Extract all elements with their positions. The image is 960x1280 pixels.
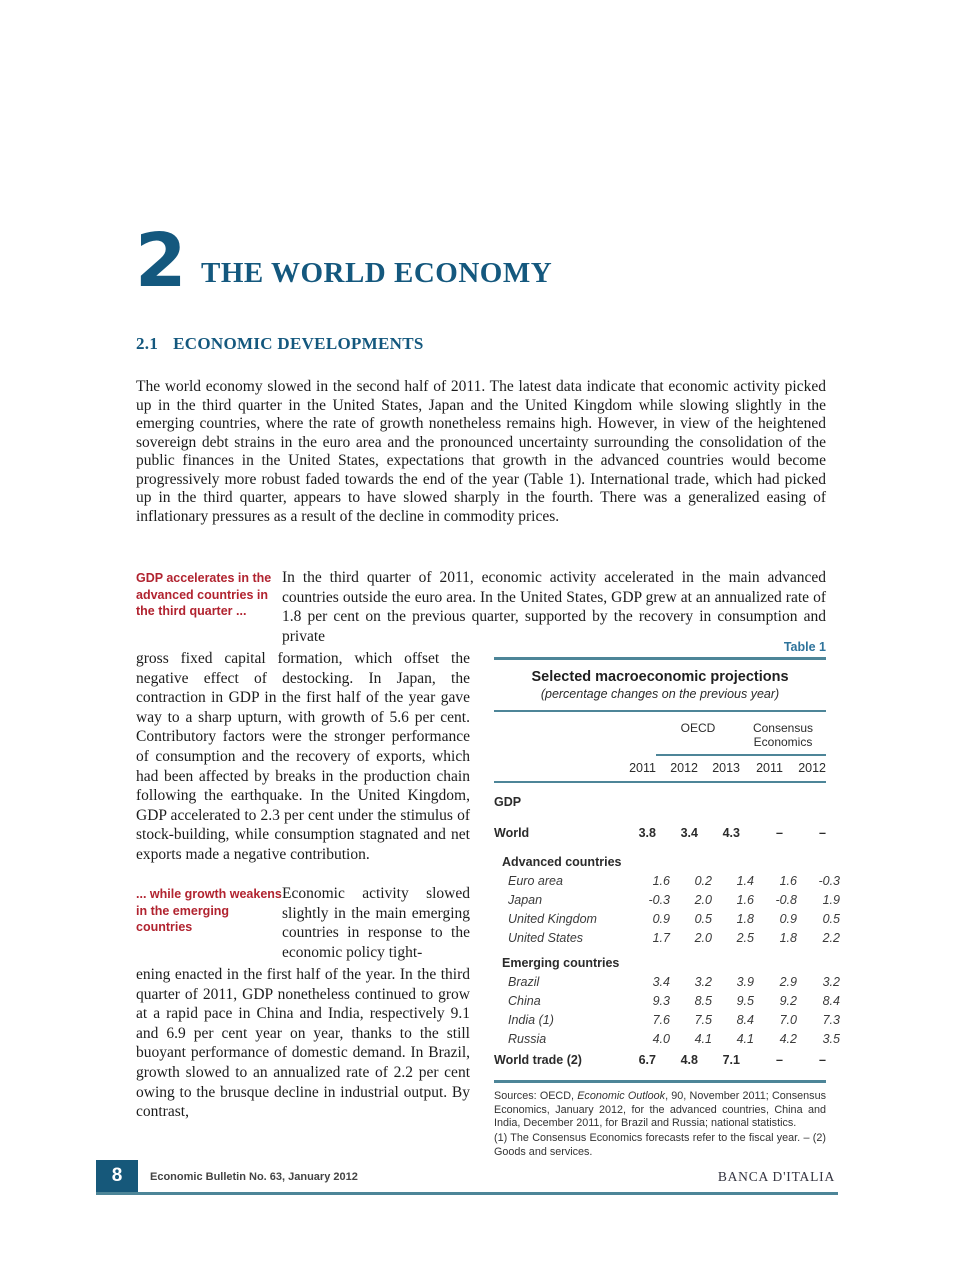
- row-value: 0.9: [779, 912, 797, 927]
- year-header: 2011: [756, 760, 783, 775]
- row-value: -0.3: [648, 893, 670, 908]
- row-value: 0.5: [822, 912, 840, 927]
- table-footnote: (1) The Consensus Economics forecasts refer to the fiscal year. – (2) Goods and services.: [494, 1132, 826, 1158]
- row-label: Advanced countries: [502, 855, 622, 870]
- row-value: 7.5: [694, 1013, 712, 1028]
- row-label: United States: [508, 931, 584, 946]
- row-value: 6.7: [638, 1053, 656, 1068]
- sources-rest: , 90, November 2011; Consensus Economics, January 2012, for the advanced countries, China and India, December 2011, for Brazil and Russia; national statistics.: [494, 1089, 826, 1130]
- row-value: 1.8: [779, 931, 797, 946]
- row-label: Euro area: [508, 874, 563, 889]
- row-value: 4.1: [736, 1032, 754, 1047]
- table-row: [494, 1011, 840, 1030]
- row-value: 2.9: [779, 975, 797, 990]
- row-value: 3.4: [680, 826, 698, 841]
- table-row: [494, 872, 840, 891]
- row-label: World trade (2): [494, 1053, 582, 1068]
- paragraph-2-top: In the third quarter of 2011, economic activity accelerated in the main advanced countries outside the euro area. In the United States, GDP grew at an annualized rate of 1.8 per cent on the previous quarter, supported by the recovery in consumption and private: [282, 569, 826, 645]
- table-rule: [494, 710, 826, 712]
- group-header-consensus: Consensus Economics: [752, 720, 814, 749]
- table-body: [494, 793, 840, 1070]
- sources-prefix: Sources: OECD,: [494, 1089, 578, 1102]
- row-value: 0.5: [694, 912, 712, 927]
- row-value: 3.5: [822, 1032, 840, 1047]
- year-header: 2012: [670, 760, 698, 775]
- row-value: 4.2: [779, 1032, 797, 1047]
- row-value: 1.6: [736, 893, 754, 908]
- table-row: [494, 954, 826, 973]
- table-row: [494, 1030, 840, 1049]
- page-number-badge: 8: [96, 1160, 138, 1192]
- paragraph-3-top: Economic activity slowed slightly in the main emerging countries in response to the economic policy tight-: [282, 885, 470, 961]
- group-underline: [656, 754, 826, 756]
- row-value: 0.9: [652, 912, 670, 927]
- row-value: 2.5: [736, 931, 754, 946]
- paragraph-3-column: ening enacted in the first half of the year. In the third quarter of 2011, GDP nonetheless continued to grow at a rapid pace in China and India, respectively 9.1 and 6.9 per cent year on year, thanks to the still buoyant performance of domestic demand. In Brazil, growth slowed to an annualized rate of 2.2 per cent owing to the brusque decline in industrial output. By contrast,: [136, 966, 470, 1121]
- table-row: [494, 793, 826, 812]
- row-label: World: [494, 826, 530, 841]
- chapter-title: THE WORLD ECONOMY: [201, 257, 553, 289]
- row-value: 2.2: [822, 931, 840, 946]
- intro-paragraph: The world economy slowed in the second half of 2011. The latest data indicate that economic activity picked up in the third quarter in the United States, Japan and the United Kingdom while slowing slightly in the emerging countries, where the rate of growth nonetheless remains high. However, in view of the heightened sovereign debt strains in the euro area and the pronounced uncertainty surrounding the consolidation of the public finances in the United States, expectations that growth in the advanced countries would become progressively more robust faded towards the end of the year (Table 1). International trade, which had picked up in the third quarter, appears to have slowed sharply in the fourth. There was a generalized easing of inflationary pressures as a result of the decline in commodity prices.: [136, 378, 826, 525]
- row-value: 8.5: [694, 994, 712, 1009]
- row-value: 9.2: [779, 994, 797, 1009]
- row-label: Japan: [508, 893, 543, 908]
- section-heading: [136, 334, 424, 354]
- row-value: 7.0: [779, 1013, 797, 1028]
- row-value: 1.9: [822, 893, 840, 908]
- table-title: Selected macroeconomic projections: [531, 669, 789, 685]
- row-value: 4.0: [652, 1032, 670, 1047]
- row-label: India (1): [508, 1013, 554, 1028]
- row-label: Brazil: [508, 975, 540, 990]
- row-label: GDP: [494, 795, 522, 810]
- table-subtitle: (percentage changes on the previous year): [540, 687, 780, 701]
- row-value: –: [776, 1053, 783, 1068]
- row-value: 1.7: [652, 931, 670, 946]
- row-value: 2.0: [694, 931, 712, 946]
- row-value: 9.5: [736, 994, 754, 1009]
- row-value: –: [819, 826, 826, 841]
- table-row: [494, 973, 840, 992]
- row-value: 1.4: [736, 874, 754, 889]
- row-value: 4.3: [722, 826, 740, 841]
- year-header: 2011: [629, 760, 656, 775]
- row-label: Emerging countries: [502, 956, 620, 971]
- section-title: ECONOMIC DEVELOPMENTS: [173, 334, 424, 353]
- footer-institution: BANCA D'ITALIA: [717, 1169, 835, 1184]
- row-value: 7.1: [722, 1053, 740, 1068]
- table-row: [494, 929, 840, 948]
- year-header: 2012: [798, 760, 826, 775]
- footer-publication: Economic Bulletin No. 63, January 2012: [150, 1171, 358, 1183]
- chapter-number: 2: [135, 218, 187, 304]
- row-value: 3.9: [736, 975, 754, 990]
- row-value: -0.8: [775, 893, 797, 908]
- table-row: [494, 824, 826, 843]
- row-value: 1.6: [779, 874, 797, 889]
- row-value: 3.4: [652, 975, 670, 990]
- row-value: 3.2: [694, 975, 712, 990]
- row-label: China: [508, 994, 541, 1009]
- row-label: Russia: [508, 1032, 547, 1047]
- row-value: –: [819, 1053, 826, 1068]
- row-value: 8.4: [736, 1013, 754, 1028]
- row-value: 7.3: [822, 1013, 840, 1028]
- row-value: 9.3: [652, 994, 670, 1009]
- table-group-header-row: [494, 721, 826, 750]
- table-row: [494, 1051, 826, 1070]
- row-value: –: [776, 826, 783, 841]
- table-row: [494, 891, 840, 910]
- table-rule: [494, 781, 826, 783]
- table-row: [494, 853, 826, 872]
- row-value: 3.2: [822, 975, 840, 990]
- table-row: [494, 992, 840, 1011]
- row-value: 7.6: [652, 1013, 670, 1028]
- row-label: United Kingdom: [508, 912, 597, 927]
- margin-note-2: ... while growth weakens in the emerging countries: [136, 887, 282, 934]
- margin-note-1: GDP accelerates in the advanced countries in the third quarter ...: [136, 571, 272, 618]
- table-rule-top: [494, 657, 826, 660]
- row-value: 0.2: [694, 874, 712, 889]
- row-value: -0.3: [818, 874, 840, 889]
- row-value: 1.6: [652, 874, 670, 889]
- row-value: 4.8: [680, 1053, 698, 1068]
- section-number: 2.1: [136, 334, 159, 353]
- table-sources: [494, 1090, 826, 1131]
- row-value: 4.1: [694, 1032, 712, 1047]
- row-value: 8.4: [822, 994, 840, 1009]
- row-value: 1.8: [736, 912, 754, 927]
- paragraph-2-column: gross fixed capital formation, which offset the negative effect of destocking. In Japan, the contraction in GDP in the first half of the year gave way to a sharp upturn, with growth of 5.6 per cent. Contributory factors were the stronger performance of consumption and the recovery of exports, which had been affected by breaks in the production chain following the earthquake. In the United Kingdom, GDP accelerated to 2.3 per cent under the stimulus of stock-building, while consumption stagnated and net exports made a negative contribution.: [136, 650, 470, 863]
- group-header-oecd: OECD: [680, 720, 716, 735]
- sources-italic: Economic Outlook: [577, 1089, 666, 1102]
- table-label: Table 1: [783, 640, 826, 654]
- table-row: [494, 910, 840, 929]
- row-value: 3.8: [638, 826, 656, 841]
- footer-rule: [96, 1192, 838, 1195]
- table-rule-bottom: [494, 1080, 826, 1083]
- table-year-header-row: [494, 761, 826, 775]
- year-header: 2013: [712, 760, 740, 775]
- row-value: 2.0: [694, 893, 712, 908]
- projections-table: [494, 640, 840, 1160]
